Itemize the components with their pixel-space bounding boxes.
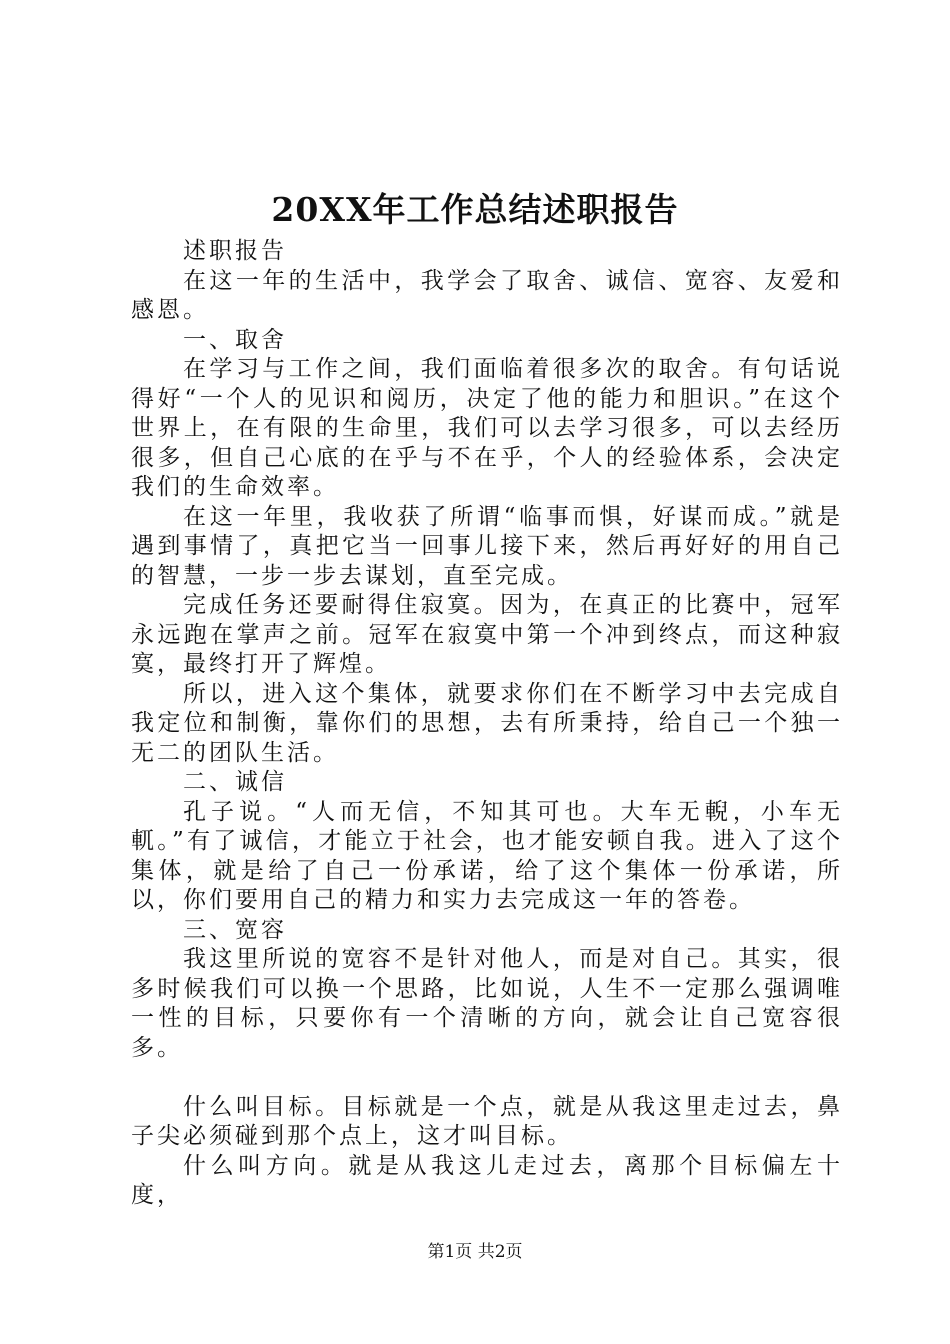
page-footer: 第1页 共2页: [427, 1242, 523, 1262]
paragraph-choice-4: 所以，进入这个集体，就要求你们在不断学习中去完成自我定位和制衡，靠你们的思想，去有所秉持，给自己一个独一无二的团队生活。: [131, 680, 843, 766]
paragraph-tolerance-1: 我这里所说的宽容不是针对他人，而是对自己。其实，很多时候我们可以换一个思路，比如说，人生不一定那么强调唯一性的目标，只要你有一个清晰的方向，就会让自己宽容很多。: [131, 946, 843, 1061]
paragraph-direction: 什么叫方向。就是从我这儿走过去，离那个目标偏左十度，: [131, 1152, 843, 1208]
paragraph-intro: 在这一年的生活中，我学会了取舍、诚信、宽容、友爱和感恩。: [131, 267, 843, 323]
document-title: 20XX年工作总结述职报告: [271, 190, 679, 229]
section-heading-tolerance: 三、宽容: [183, 916, 287, 943]
paragraph-heading-report: 述职报告: [183, 238, 287, 264]
paragraph-choice-3: 完成任务还要耐得住寂寞。因为，在真正的比赛中，冠军永远跑在掌声之前。冠军在寂寞中第一个冲到终点，而这种寂寞，最终打开了辉煌。: [131, 592, 843, 677]
paragraph-target: 什么叫目标。目标就是一个点，就是从我这里走过去，鼻子尖必须碰到那个点上，这才叫目标。: [131, 1093, 843, 1149]
blank-line: [131, 1063, 843, 1093]
paragraph-choice-1: 在学习与工作之间，我们面临着很多次的取舍。有句话说得好“一个人的见识和阅历，决定了他的能力和胆识。”在这个世界上，在有限的生命里，我们可以去学习很多，可以去经历很多，但自己心底的在乎与不在乎，个人的经验体系，会决定我们的生命效率。: [131, 356, 843, 500]
paragraph-integrity-1: 孔子说。“人而无信，不知其可也。大车无輗，小车无軏。”有了诚信，才能立于社会，也才能安顿自我。进入了这个集体，就是给了自己一份承诺，给了这个集体一份承诺，所以，你们要用自己的精力和实力去完成这一年的答卷。: [131, 798, 843, 913]
section-heading-choice: 一、取舍: [183, 326, 287, 353]
document-body: [131, 237, 843, 1211]
section-heading-integrity: 二、诚信: [183, 769, 287, 795]
paragraph-choice-2: 在这一年里，我收获了所谓“临事而惧，好谋而成。”就是遇到事情了，真把它当一回事儿接下来，然后再好好的用自己的智慧，一步一步去谋划，直至完成。: [131, 503, 843, 589]
